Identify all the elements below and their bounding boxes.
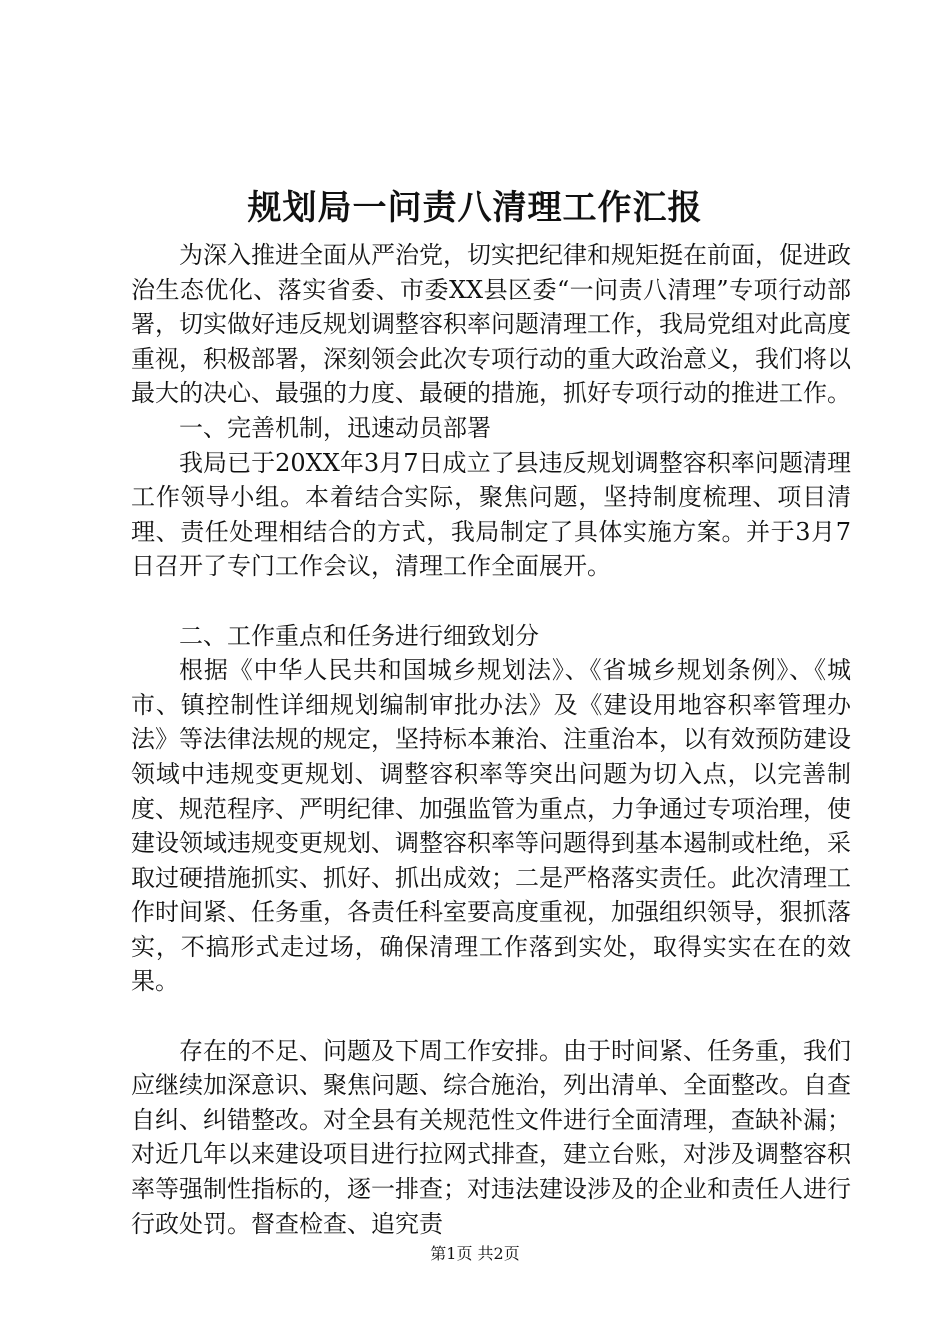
section-2-paragraph: 根据《中华人民共和国城乡规划法》、《省城乡规划条例》、《城市、镇控制性详细规划编制审批办法》及《建设用地容积率管理办法》等法律法规的规定，坚持标本兼治、注重治本，以有效预防建设领域中违规变更规划、调整容积率等突出问题为切入点，以完善制度、规范程序、严明纪律、加强监管为重点，力争通过专项治理，使建设领域违规变更规划、调整容积率等问题得到基本遏制或杜绝，采取过硬措施抓实、抓好、抓出成效；二是严格落实责任。此次清理工作时间紧、任务重，各责任科室要高度重视，加强组织领导，狠抓落实，不搞形式走过场，确保清理工作落到实处，取得实实在在的效果。	[131, 656, 851, 996]
paragraph-gap	[131, 999, 851, 1034]
document-body	[131, 238, 851, 1241]
intro-paragraph: 为深入推进全面从严治党，切实把纪律和规矩挺在前面，促进政治生态优化、落实省委、市委XX县区委“一问责八清理”专项行动部署，切实做好违反规划调整容积率问题清理工作，我局党组对此高度重视，积极部署，深刻领会此次专项行动的重大政治意义，我们将以最大的决心、最强的力度、最硬的措施，抓好专项行动的推进工作。	[131, 241, 851, 408]
section-1-heading: 一、完善机制，迅速动员部署	[179, 413, 491, 442]
paragraph-gap	[131, 584, 851, 619]
page-number: 第1页 共2页	[430, 1244, 520, 1263]
document-title: 规划局一问责八清理工作汇报	[247, 188, 703, 228]
section-2-heading: 二、工作重点和任务进行细致划分	[179, 621, 539, 650]
section-1-paragraph: 我局已于20XX年3月7日成立了县违反规划调整容积率问题清理工作领导小组。本着结合实际，聚焦问题，坚持制度梳理、项目清理、责任处理相结合的方式，我局制定了具体实施方案。并于3月7日召开了专门工作会议，清理工作全面展开。	[131, 448, 851, 581]
section-3-paragraph: 存在的不足、问题及下周工作安排。由于时间紧、任务重，我们应继续加深意识、聚焦问题、综合施治，列出清单、全面整改。自查自纠、纠错整改。对全县有关规范性文件进行全面清理，查缺补漏；对近几年以来建设项目进行拉网式排查，建立台账，对涉及调整容积率等强制性指标的，逐一排查；对违法建设涉及的企业和责任人进行行政处罚。督查检查、追究责	[131, 1036, 851, 1238]
